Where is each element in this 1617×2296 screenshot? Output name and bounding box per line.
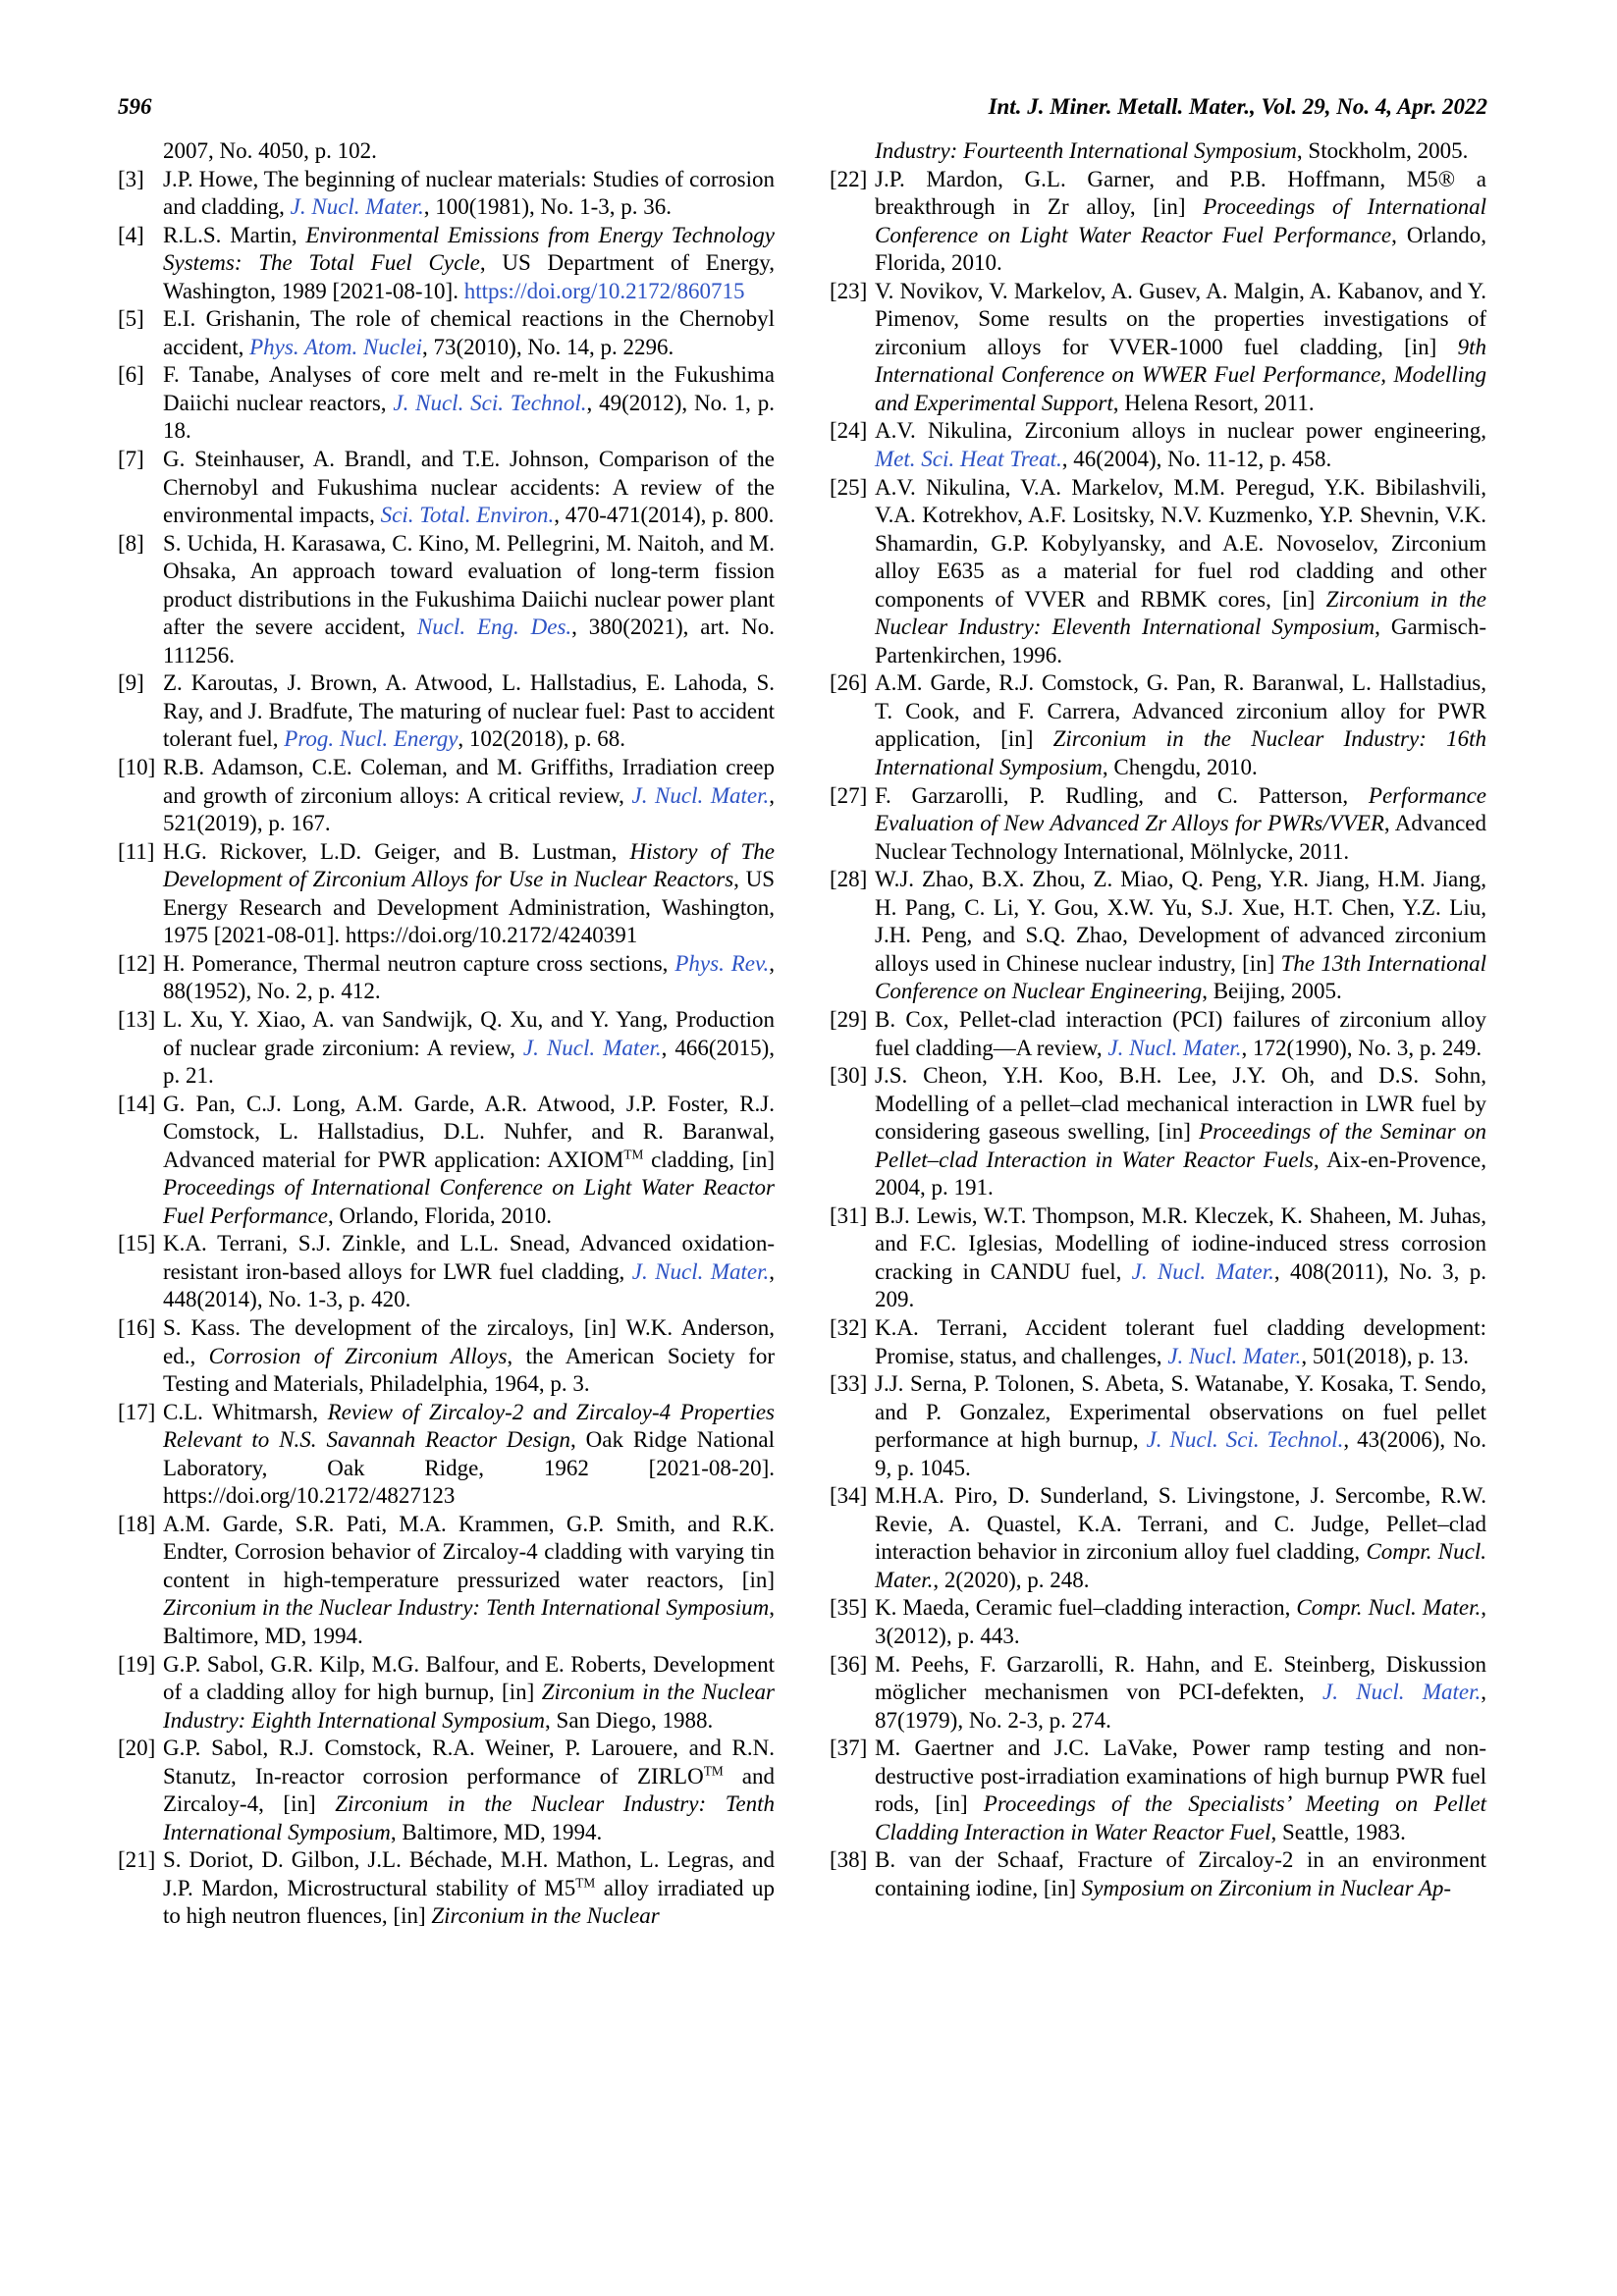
publication-title: Proceedings of International Conference on Light Water Reactor Fuel Performance: [163, 1175, 775, 1228]
reference-item: [830, 1314, 1486, 1370]
reference-number: [11]: [118, 838, 155, 864]
journal-link[interactable]: J. Nucl. Mater.: [290, 194, 424, 220]
reference-text: , 470-471(2014), p. 800.: [554, 503, 775, 528]
reference-item: [118, 361, 775, 446]
reference-item: [830, 1735, 1486, 1846]
reference-item: [118, 222, 775, 306]
reference-number: [15]: [118, 1231, 156, 1256]
journal-link[interactable]: Met. Sci. Heat Treat.: [875, 447, 1062, 472]
reference-continuation: [118, 137, 775, 166]
reference-text: S. Doriot, D. Gilbon, J.L. Béchade, M.H. Mathon, L. Legras, and J.P. Mardon, Microstructural stability of M5: [163, 1847, 775, 1900]
reference-text: K.A. Terrani, S.J. Zinkle, and L.L. Snead, Advanced oxidation-resistant iron-based alloys for LWR fuel cladding,: [163, 1231, 775, 1284]
publication-title: Symposium on Zirconium in Nuclear Ap-: [1081, 1875, 1452, 1900]
reference-text: K.A. Terrani, Accident tolerant fuel cladding development: Promise, status, and challenges,: [875, 1314, 1486, 1368]
publication-title: Corrosion of Zirconium Alloys: [208, 1343, 508, 1368]
reference-item: [830, 474, 1486, 670]
reference-number: [35]: [830, 1595, 868, 1621]
reference-number: [24]: [830, 418, 868, 444]
reference-text: , San Diego, 1988.: [545, 1707, 714, 1733]
reference-item: [118, 305, 775, 361]
reference-text: , 88(1952), No. 2, p. 412.: [163, 950, 776, 1004]
reference-text: , Baltimore, MD, 1994.: [163, 1595, 775, 1648]
reference-number: [5]: [118, 306, 144, 332]
reference-item: [118, 950, 775, 1006]
journal-link[interactable]: Phys. Atom. Nuclei: [249, 334, 423, 359]
publication-title: Review of Zircaloy-2 and Zircaloy-4 Properties Relevant to N.S. Savannah Reactor Design: [163, 1399, 775, 1453]
publication-title: Zirconium in the Nuclear: [431, 1903, 660, 1929]
publication-title: 9th International Conference on WWER Fuel Performance, Modelling and Experimental Support: [875, 334, 1486, 415]
reference-text: J.S. Cheon, Y.H. Koo, B.H. Lee, J.Y. Oh, and D.S. Sohn, Modelling of a pellet–clad mechanical interaction in LWR fuel by considering gaseous swelling, [in]: [875, 1063, 1486, 1145]
reference-number: [25]: [830, 474, 868, 500]
doi-link[interactable]: https://doi.org/10.2172/860715: [463, 278, 745, 303]
reference-text: , Orlando, Florida, 2010.: [327, 1202, 553, 1228]
journal-link[interactable]: J. Nucl. Mater.: [1321, 1680, 1482, 1705]
reference-item: [118, 838, 775, 950]
reference-number: [22]: [830, 166, 868, 191]
reference-text: B.J. Lewis, W.T. Thompson, M.R. Kleczek, K. Shaheen, M. Juhas, and F.C. Iglesias, Modelling of iodine-induced stress corrosion cracking in CANDU fuel,: [875, 1202, 1486, 1284]
reference-text: C.L. Whitmarsh,: [163, 1399, 328, 1424]
publication-title: Proceedings of the Seminar on Pellet–clad Interaction in Water Reactor Fuels: [875, 1119, 1486, 1172]
reference-item: [118, 446, 775, 530]
reference-text: 2007, No. 4050, p. 102.: [163, 138, 377, 163]
reference-text: J.P. Howe, The beginning of nuclear materials: Studies of corrosion and cladding,: [163, 166, 775, 220]
reference-item: [830, 1651, 1486, 1735]
journal-link[interactable]: J. Nucl. Mater.: [1107, 1035, 1242, 1060]
reference-number: [21]: [118, 1847, 156, 1873]
reference-item: [118, 1399, 775, 1511]
reference-number: [18]: [118, 1511, 156, 1536]
reference-text: , Seattle, 1983.: [1270, 1819, 1406, 1844]
reference-text: , 466(2015), p. 21.: [163, 1035, 775, 1089]
reference-text: , 501(2018), p. 13.: [1301, 1343, 1469, 1368]
reference-item: [830, 1482, 1486, 1594]
reference-number: [36]: [830, 1651, 868, 1677]
reference-text: A.V. Nikulina, V.A. Markelov, M.M. Peregud, Y.K. Bibilashvili, V.A. Kotrekhov, A.F. Lositsky, N.V. Kuzmenko, Y.P. Shevnin, V.K. Shamardin, G.P. Kobylyansky, and A.E. Novoselov, Zirconium alloy E635 as a material for fuel rod cladding and other components of VVER and RBMK cores, [in]: [875, 474, 1486, 612]
reference-number: [32]: [830, 1314, 868, 1340]
reference-text: R.L.S. Martin,: [163, 222, 306, 247]
journal-link[interactable]: J. Nucl. Sci. Technol.: [393, 390, 587, 415]
reference-item: [830, 782, 1486, 867]
journal-link[interactable]: Prog. Nucl. Energy: [284, 726, 458, 752]
reference-text: , Advanced Nuclear Technology International, Mölnlycke, 2011.: [875, 811, 1486, 864]
reference-text: F. Garzarolli, P. Rudling, and C. Patterson,: [875, 782, 1369, 808]
reference-item: [118, 1511, 775, 1651]
references-section: [118, 137, 1487, 1931]
reference-item: [830, 166, 1486, 278]
reference-text: , Stockholm, 2005.: [1296, 138, 1469, 163]
reference-text: , Orlando, Florida, 2010.: [875, 222, 1486, 276]
journal-link[interactable]: Sci. Total. Environ.: [380, 503, 555, 528]
reference-number: [30]: [830, 1063, 868, 1089]
reference-number: [38]: [830, 1847, 868, 1873]
journal-link[interactable]: J. Nucl. Mater.: [1131, 1258, 1274, 1284]
reference-text: J.J. Serna, P. Tolonen, S. Abeta, S. Watanabe, Y. Kosaka, T. Sendo, and P. Gonzalez, Experimental observations on fuel pellet performance at high burnup,: [875, 1371, 1486, 1453]
journal-citation: Int. J. Miner. Metall. Mater., Vol. 29, No. 4, Apr. 2022: [988, 94, 1487, 119]
reference-text: M. Peehs, F. Garzarolli, R. Hahn, and E. Steinberg, Diskussion möglicher mechanismen von PCI-defekten,: [875, 1651, 1486, 1705]
publication-title: History of The Development of Zirconium Alloys for Use in Nuclear Reactors: [163, 838, 776, 892]
publication-title: Zirconium in the Nuclear Industry: Eighth International Symposium: [163, 1680, 775, 1733]
reference-text: , 100(1981), No. 1-3, p. 36.: [423, 194, 673, 220]
reference-text: , 87(1979), No. 2-3, p. 274.: [875, 1680, 1486, 1733]
reference-item: [830, 669, 1486, 781]
trademark-superscript: TM: [703, 1763, 724, 1779]
reference-text: A.V. Nikulina, Zirconium alloys in nuclear power engineering,: [875, 418, 1486, 444]
journal-link[interactable]: J. Nucl. Sci. Technol.: [1146, 1427, 1344, 1453]
reference-text: M.H.A. Piro, D. Sunderland, S. Livingstone, J. Sercombe, R.W. Revie, A. Quastel, K.A. Terrani, and C. Judge, Pellet–clad interaction behavior in zirconium alloy fuel cladding,: [875, 1483, 1486, 1565]
reference-text: , 172(1990), No. 3, p. 249.: [1241, 1035, 1482, 1060]
reference-text: , US Department of Energy, Washington, 1989 [2021-08-10].: [163, 250, 775, 303]
reference-item: [830, 417, 1486, 473]
reference-text: , 380(2021), art. No. 111256.: [163, 614, 775, 667]
reference-text: alloy irradiated up to high neutron fluences, [in]: [163, 1875, 775, 1929]
reference-text: A.M. Garde, R.J. Comstock, G. Pan, R. Baranwal, L. Hallstadius, T. Cook, and F. Carrera, Advanced zirconium alloy for PWR application, [in]: [875, 670, 1486, 752]
reference-item: [830, 1594, 1486, 1650]
reference-text: , Baltimore, MD, 1994.: [390, 1819, 603, 1844]
reference-text: , 102(2018), p. 68.: [458, 726, 625, 752]
reference-number: [31]: [830, 1202, 868, 1228]
publication-title: Zirconium in the Nuclear Industry: 16th International Symposium: [875, 726, 1486, 780]
reference-item: [118, 166, 775, 222]
publication-title: Proceedings of International Conference on Light Water Reactor Fuel Performance: [875, 194, 1486, 247]
reference-text: J.P. Mardon, G.L. Garner, and P.B. Hoffmann, M5® a breakthrough in Zr alloy, [in]: [875, 166, 1486, 220]
publication-title: Proceedings of the Specialists’ Meeting on Pellet Cladding Interaction in Water Reactor Fuel: [875, 1791, 1486, 1844]
reference-text: S. Kass. The development of the zircaloys, [in] W.K. Anderson, ed.,: [163, 1314, 775, 1368]
reference-text: , Garmisch-Partenkirchen, 1996.: [875, 614, 1486, 667]
reference-number: [7]: [118, 447, 144, 472]
reference-item: [118, 1314, 775, 1399]
reference-item: [830, 1062, 1486, 1202]
reference-text: , US Energy Research and Development Administration, Washington, 1975 [2021-08-01]. https://doi.org/10.2172/4240391: [163, 867, 775, 948]
publication-title: Industry: Fourteenth International Symposium: [875, 138, 1297, 163]
reference-number: [4]: [118, 222, 144, 247]
journal-link[interactable]: Nucl. Eng. Des.: [416, 614, 572, 640]
reference-text: W.J. Zhao, B.X. Zhou, Z. Miao, Q. Peng, Y.R. Jiang, H.M. Jiang, H. Pang, C. Li, Y. Gou, X.W. Yu, S.J. Xue, H.T. Chen, Y.Z. Liu, J.H. Peng, and S.Q. Zhao, Development of advanced zirconium alloys used in Chinese nuclear industry, [in]: [875, 867, 1486, 976]
reference-text: E.I. Grishanin, The role of chemical reactions in the Chernobyl accident,: [163, 306, 775, 359]
reference-text: , 2(2020), p. 248.: [933, 1567, 1090, 1592]
reference-continuation: [830, 137, 1486, 166]
reference-text: , 408(2011), No. 3, p. 209.: [875, 1258, 1486, 1312]
reference-text: V. Novikov, V. Markelov, A. Gusev, A. Malgin, A. Kabanov, and Y. Pimenov, Some results on the properties investigations of zirconium alloys for VVER-1000 fuel cladding, [in]: [875, 278, 1486, 359]
publication-title: Zirconium in the Nuclear Industry: Tenth International Symposium: [163, 1595, 770, 1621]
reference-text: F. Tanabe, Analyses of core melt and re-melt in the Fukushima Daiichi nuclear reactors,: [163, 362, 775, 415]
publication-title: Zirconium in the Nuclear Industry: Eleventh International Symposium: [875, 586, 1487, 640]
journal-link[interactable]: J. Nucl. Mater.: [631, 782, 770, 808]
reference-text: G.P. Sabol, R.J. Comstock, R.A. Weiner, P. Larouere, and R.N. Stanutz, In-reactor corrosion performance of ZIRLO: [163, 1735, 775, 1789]
reference-text: H.G. Rickover, L.D. Geiger, and B. Lustman,: [163, 838, 630, 864]
reference-text: H. Pomerance, Thermal neutron capture cross sections,: [163, 950, 675, 976]
reference-number: [37]: [830, 1735, 868, 1761]
reference-number: [34]: [830, 1483, 868, 1509]
journal-link[interactable]: Phys. Rev.: [674, 950, 770, 976]
reference-text: B. van der Schaaf, Fracture of Zircaloy-2 in an environment containing iodine, [in]: [875, 1847, 1486, 1900]
reference-item: [118, 530, 775, 670]
references-column-left: [118, 137, 775, 1931]
reference-text: A.M. Garde, S.R. Pati, M.A. Krammen, G.P. Smith, and R.K. Endter, Corrosion behavior of Zircaloy-4 cladding with varying tin content in high-temperature pressurized water reactors, [in]: [163, 1511, 775, 1592]
reference-text: and Zircaloy-4, [in]: [163, 1763, 776, 1817]
reference-number: [26]: [830, 670, 868, 696]
reference-number: [23]: [830, 278, 868, 303]
reference-text: , 448(2014), No. 1-3, p. 420.: [163, 1258, 775, 1312]
reference-number: [19]: [118, 1651, 156, 1677]
publication-title: Zirconium in the Nuclear Industry: Tenth International Symposium: [163, 1791, 776, 1844]
reference-text: R.B. Adamson, C.E. Coleman, and M. Griffiths, Irradiation creep and growth of zirconium alloys: A critical review,: [163, 755, 775, 808]
reference-text: cladding, [in]: [643, 1147, 775, 1172]
reference-number: [14]: [118, 1091, 156, 1116]
references-column-right: [830, 137, 1486, 1931]
reference-text: , Chengdu, 2010.: [1102, 755, 1258, 780]
reference-item: [830, 278, 1486, 418]
journal-link[interactable]: J. Nucl. Mater.: [522, 1035, 662, 1060]
reference-text: S. Uchida, H. Karasawa, C. Kino, M. Pellegrini, M. Naitoh, and M. Ohsaka, An approach toward evaluation of long-term fission product distributions in the Fukushima Daiichi nuclear power plant after the severe accident,: [163, 530, 775, 640]
reference-text: B. Cox, Pellet-clad interaction (PCI) failures of zirconium alloy fuel cladding—A review,: [875, 1006, 1486, 1060]
reference-item: [830, 1370, 1486, 1482]
reference-number: [20]: [118, 1735, 156, 1761]
reference-number: [9]: [118, 670, 144, 696]
reference-item: [118, 754, 775, 838]
reference-text: L. Xu, Y. Xiao, A. van Sandwijk, Q. Xu, and Y. Yang, Production of nuclear grade zirconium: A review,: [163, 1006, 775, 1060]
reference-number: [6]: [118, 362, 144, 388]
reference-text: , 3(2012), p. 443.: [875, 1595, 1486, 1648]
reference-item: [118, 1735, 775, 1846]
reference-text: , Helena Resort, 2011.: [1112, 390, 1315, 415]
reference-item: [830, 866, 1486, 1006]
reference-text: G. Steinhauser, A. Brandl, and T.E. Johnson, Comparison of the Chernobyl and Fukushima nuclear accidents: A review of the environmental impacts,: [163, 447, 775, 528]
reference-number: [3]: [118, 166, 144, 191]
reference-text: , Aix-en-Provence, 2004, p. 191.: [875, 1147, 1486, 1201]
journal-link[interactable]: J. Nucl. Mater.: [1167, 1343, 1302, 1368]
reference-number: [33]: [830, 1371, 868, 1397]
reference-text: , Oak Ridge National Laboratory, Oak Ridge, 1962 [2021-08-20]. https://doi.org/10.2172/4827123: [163, 1427, 775, 1509]
reference-number: [17]: [118, 1399, 156, 1424]
publication-title: Compr. Nucl. Mater.: [875, 1539, 1486, 1592]
reference-text: Z. Karoutas, J. Brown, A. Atwood, L. Hallstadius, E. Lahoda, S. Ray, and J. Bradfute, The maturing of nuclear fuel: Past to accident tolerant fuel,: [163, 670, 775, 752]
reference-number: [27]: [830, 782, 868, 808]
reference-item: [118, 1006, 775, 1091]
reference-item: [830, 1006, 1486, 1062]
page-header: [118, 94, 1487, 120]
publication-title: The 13th International Conference on Nuclear Engineering: [875, 950, 1486, 1004]
journal-link[interactable]: J. Nucl. Mater.: [631, 1258, 770, 1284]
reference-text: K. Maeda, Ceramic fuel–cladding interaction,: [875, 1595, 1297, 1621]
reference-item: [830, 1202, 1486, 1314]
reference-number: [13]: [118, 1006, 156, 1032]
reference-item: [118, 1230, 775, 1314]
publication-title: Compr. Nucl. Mater.: [1296, 1595, 1482, 1621]
reference-number: [10]: [118, 755, 156, 780]
reference-number: [16]: [118, 1314, 156, 1340]
publication-title: Performance Evaluation of New Advanced Zr Alloys for PWRs/VVER: [875, 782, 1486, 836]
reference-item: [118, 669, 775, 754]
reference-text: , Beijing, 2005.: [1202, 979, 1342, 1004]
reference-text: , 73(2010), No. 14, p. 2296.: [422, 334, 674, 359]
reference-text: G. Pan, C.J. Long, A.M. Garde, A.R. Atwood, J.P. Foster, R.J. Comstock, L. Hallstadius, D.L. Nuhfer, and R. Baranwal, Advanced material for PWR application: AXIOM: [163, 1091, 775, 1172]
reference-number: [8]: [118, 530, 144, 556]
page-number: 596: [118, 94, 152, 119]
reference-text: M. Gaertner and J.C. LaVake, Power ramp testing and non-destructive post-irradiation examinations of high burnup PWR fuel rods, [in]: [875, 1735, 1486, 1817]
trademark-superscript: TM: [623, 1147, 644, 1162]
publication-title: Environmental Emissions from Energy Technology Systems: The Total Fuel Cycle: [163, 222, 775, 276]
reference-number: [29]: [830, 1006, 868, 1032]
reference-item: [118, 1651, 775, 1735]
reference-text: , 521(2019), p. 167.: [163, 782, 775, 836]
reference-text: , 49(2012), No. 1, p. 18.: [163, 390, 775, 444]
reference-item: [830, 1846, 1486, 1902]
reference-item: [118, 1846, 775, 1931]
reference-number: [28]: [830, 867, 868, 892]
reference-text: , 46(2004), No. 11-12, p. 458.: [1061, 447, 1332, 472]
reference-number: [12]: [118, 950, 156, 976]
trademark-superscript: TM: [575, 1875, 596, 1891]
reference-text: G.P. Sabol, G.R. Kilp, M.G. Balfour, and E. Roberts, Development of a cladding alloy for high burnup, [in]: [163, 1651, 775, 1705]
reference-text: , the American Society for Testing and Materials, Philadelphia, 1964, p. 3.: [163, 1343, 775, 1397]
reference-item: [118, 1091, 775, 1231]
reference-text: , 43(2006), No. 9, p. 1045.: [875, 1427, 1486, 1480]
